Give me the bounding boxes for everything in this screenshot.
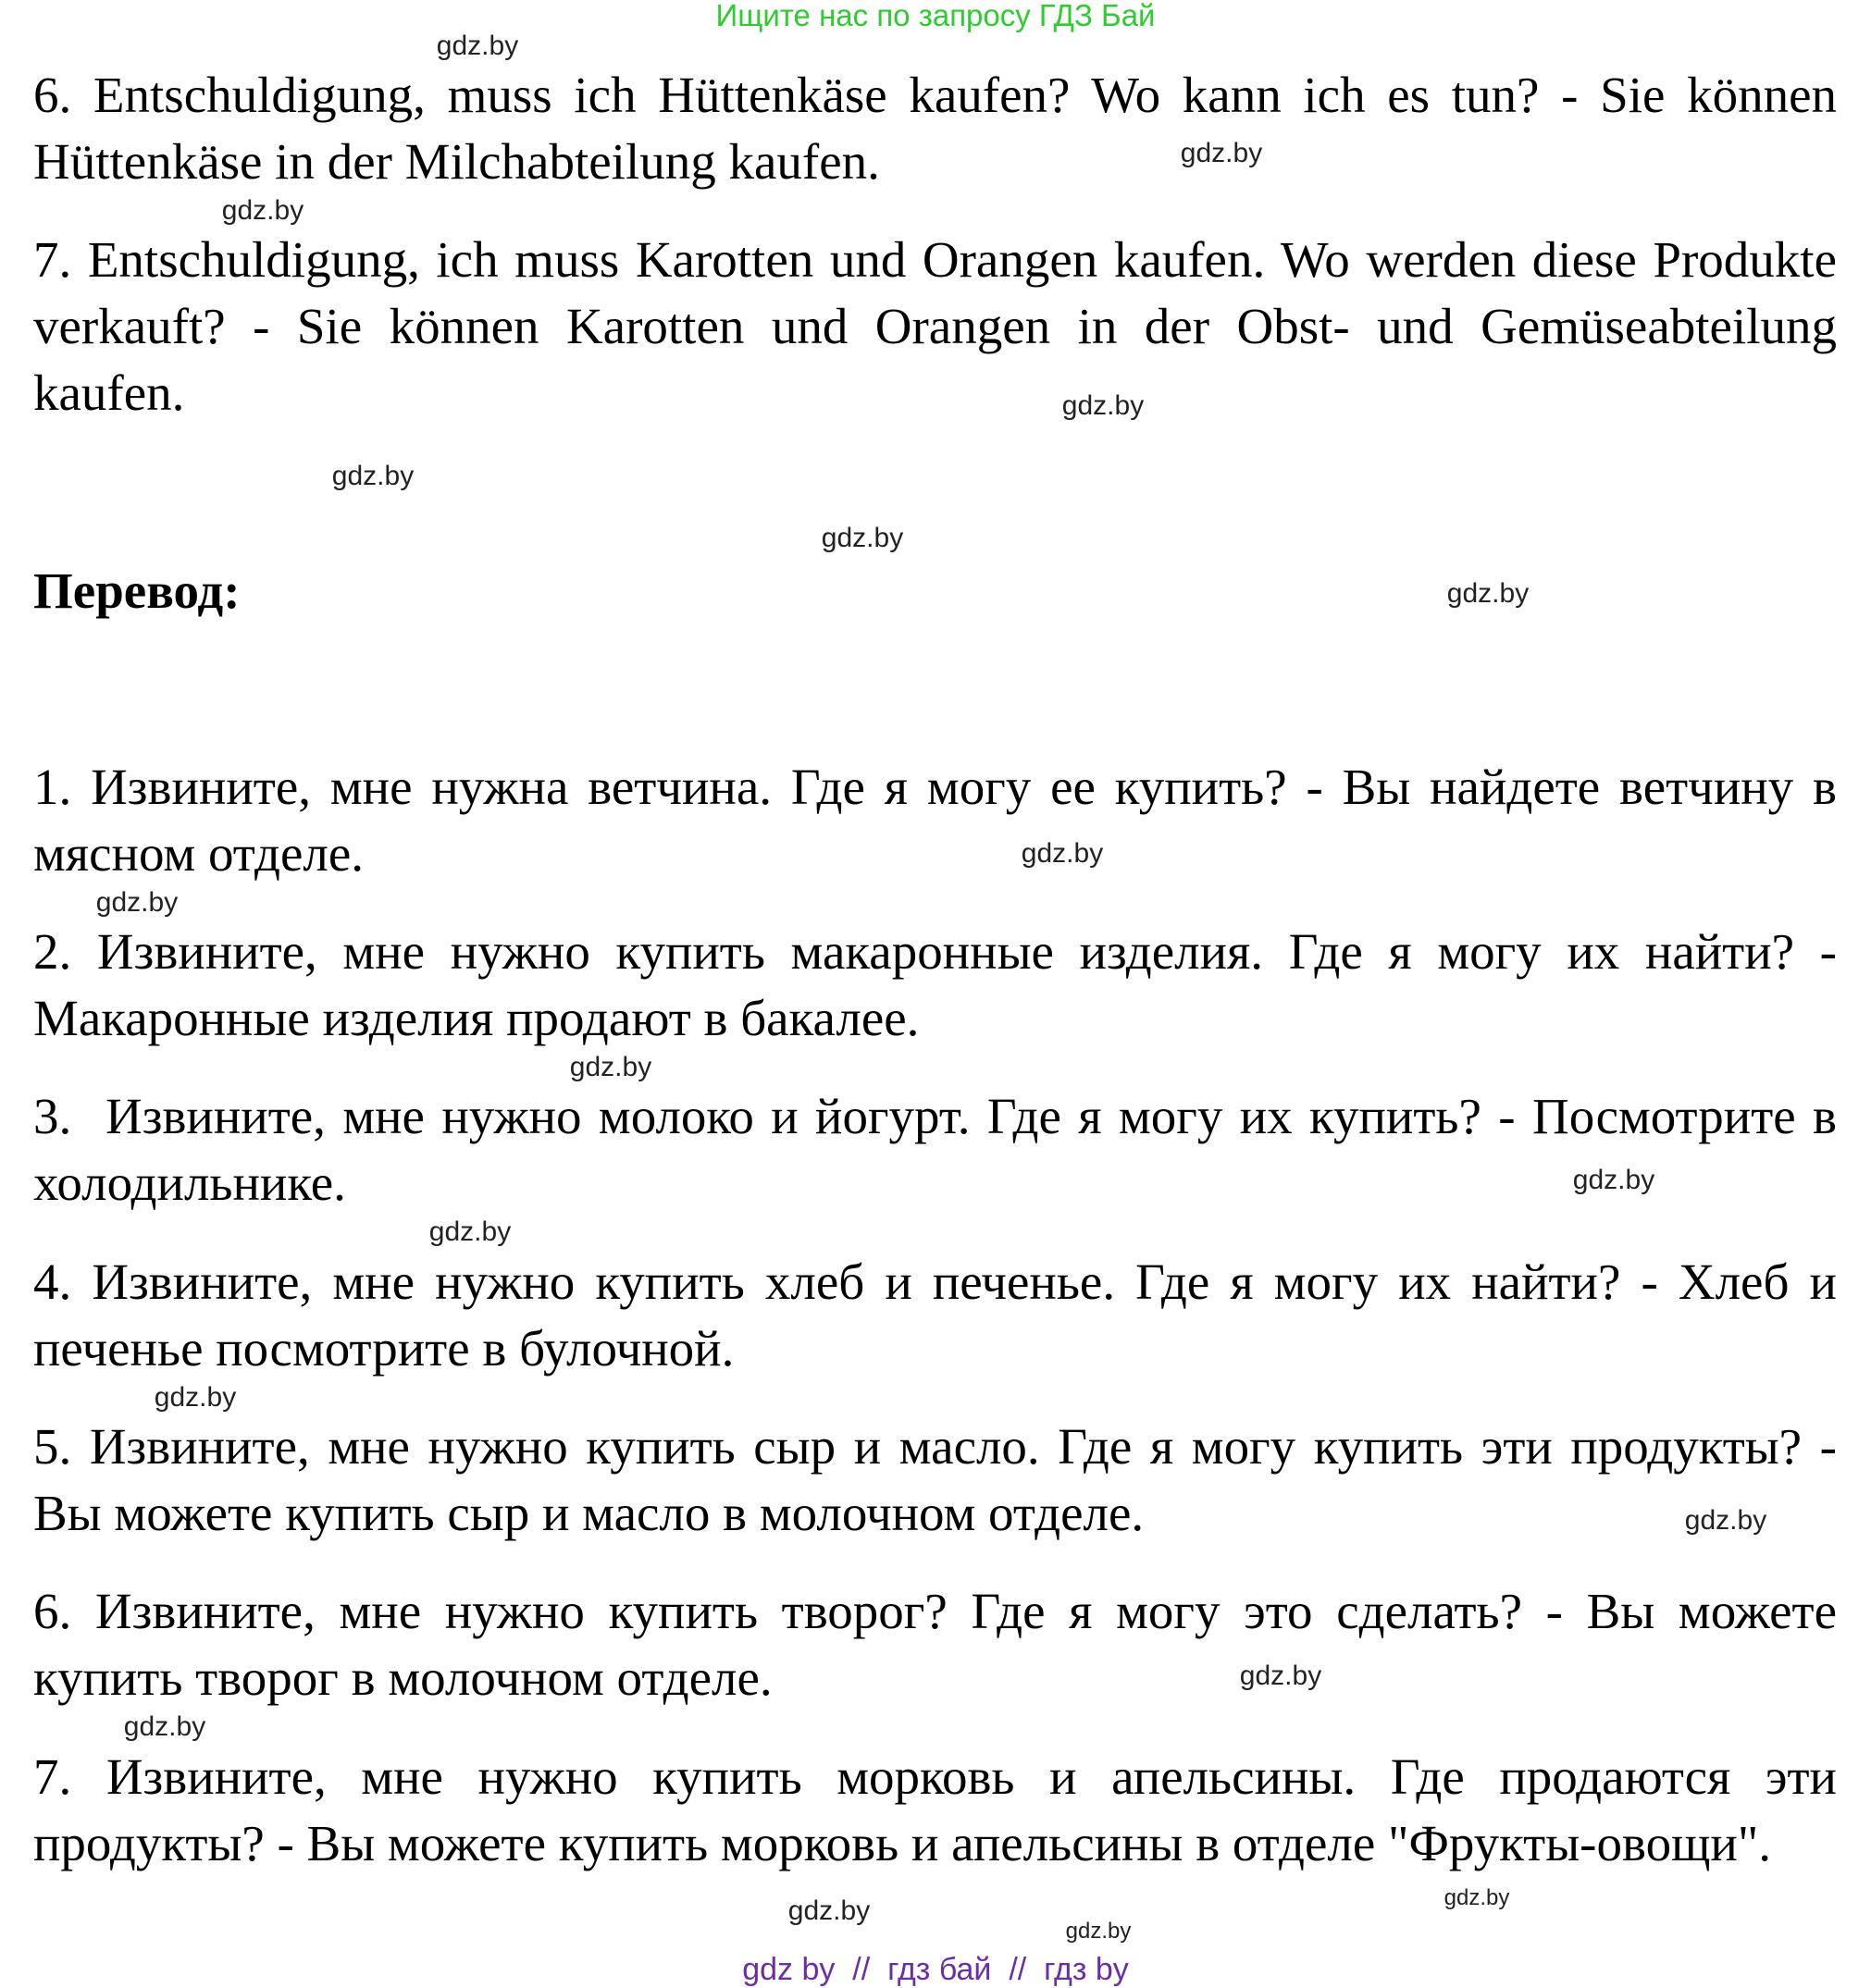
- translation-6: 6. Извините, мне нужно купить творог? Где я могу это сделать? - Вы можете купить творог в молочном отделе.: [33, 1583, 1837, 1706]
- watermark: gdz.by: [1021, 838, 1104, 869]
- translation-4: 4. Извините, мне нужно купить хлеб и печенье. Где я могу их найти? - Хлеб и печенье посмотрите в булочной.: [33, 1253, 1837, 1377]
- watermark: gdz.by: [1065, 1919, 1132, 1944]
- watermark: gdz.by: [1180, 138, 1263, 168]
- search-hint-banner: Ищите нас по запросу ГДЗ Бай: [715, 0, 1156, 32]
- watermark: gdz.by: [154, 1382, 237, 1413]
- watermark: gdz.by: [1444, 1885, 1510, 1910]
- watermark: gdz.by: [221, 195, 304, 226]
- watermark: gdz.by: [787, 1895, 871, 1926]
- watermark: gdz.by: [331, 461, 415, 491]
- watermark: gdz.by: [1446, 578, 1530, 609]
- watermark: gdz.by: [428, 1216, 512, 1247]
- translation-3: 3. Извините, мне нужно молоко и йогурт. Где я могу их купить? - Посмотрите в холодильнике.: [33, 1088, 1850, 1211]
- watermark: gdz.by: [1684, 1505, 1767, 1536]
- watermark: gdz.by: [1572, 1165, 1655, 1195]
- german-answer-7: 7. Entschuldigung, ich muss Karotten und Orangen kaufen. Wo werden diese Produkte verkauft? - Sie können Karotten und Orangen in der Obst- und Gemüseabteilung kaufen.: [33, 231, 1837, 421]
- translation-7: 7. Извините, мне нужно купить морковь и апельсины. Где продаются эти продукты? - Вы можете купить морковь и апельсины в отделе "Фрукты-овощи".: [33, 1748, 1837, 1871]
- german-answer-6: 6. Entschuldigung, muss ich Hüttenkäse kaufen? Wo kann ich es tun? - Sie können Hüttenkäse in der Milchabteilung kaufen.: [33, 67, 1837, 190]
- watermark: gdz.by: [123, 1711, 206, 1742]
- watermark: gdz.by: [1239, 1661, 1322, 1691]
- watermark: gdz.by: [569, 1052, 652, 1082]
- translation-2: 2. Извините, мне нужно купить макаронные изделия. Где я могу их найти? - Макаронные изделия продают в бакалее.: [33, 923, 1837, 1046]
- watermark: gdz.by: [821, 523, 904, 553]
- translation-5: 5. Извините, мне нужно купить сыр и масло. Где я могу купить эти продукты? - Вы можете купить сыр и масло в молочном отделе.: [33, 1418, 1837, 1541]
- watermark: gdz.by: [1061, 390, 1145, 421]
- translation-heading: Перевод:: [33, 562, 241, 619]
- footer-links: gdz by // гдз бай // гдз by: [742, 1952, 1129, 1987]
- watermark: gdz.by: [436, 31, 519, 61]
- translation-1: 1. Извините, мне нужна ветчина. Где я могу ее купить? - Вы найдете ветчину в мясном отделе.: [33, 759, 1837, 882]
- watermark: gdz.by: [95, 887, 179, 918]
